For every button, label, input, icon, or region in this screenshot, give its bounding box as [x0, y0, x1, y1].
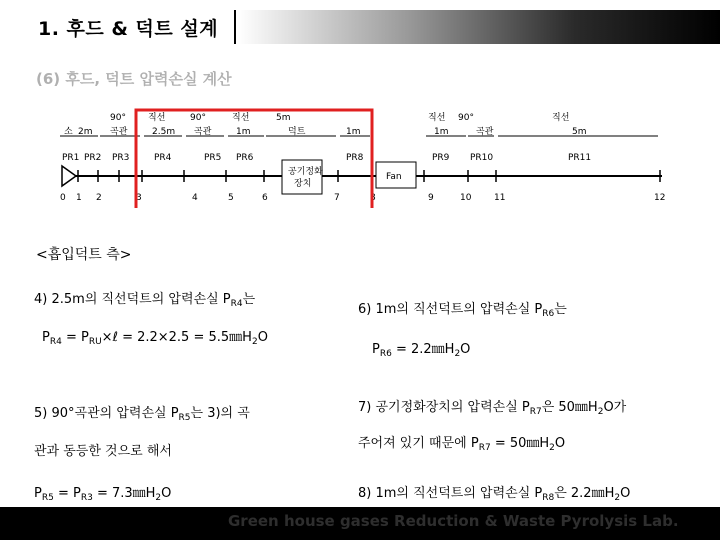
dim-label-10: 2m — [78, 127, 93, 137]
section-label: <흡입덕트 측> — [36, 247, 132, 263]
header-divider — [234, 10, 236, 44]
dim-label-11: 곡관 — [110, 127, 128, 137]
p5-eq: $P_{R5} = P_{R3}$ = $7.3㎜H_2O$ — [34, 486, 172, 503]
dim-label-1: 90° — [110, 113, 126, 123]
dim-label-7: 90° — [458, 113, 474, 123]
svg-text:PR5: PR5 — [204, 153, 222, 163]
footer-text: Green house gases Reduction & Waste Pyrolysis Lab. — [228, 512, 679, 530]
dim-label-2: 직선 — [148, 113, 166, 123]
dim-label-4: 직선 — [232, 113, 250, 123]
svg-text:PR3: PR3 — [112, 153, 130, 163]
svg-text:PR9: PR9 — [432, 153, 450, 163]
svg-text:10: 10 — [460, 193, 472, 203]
svg-text:12: 12 — [654, 193, 666, 203]
svg-text:9: 9 — [428, 193, 434, 203]
section-subtitle: (6) 후드, 덕트 압력손실 계산 — [36, 70, 232, 88]
p5-line: 5) 90°곡관의 압력손실 $P_{R5}$는 3)의 곡 — [34, 406, 250, 423]
dim-label-5: 5m — [276, 113, 291, 123]
dim-label-6: 직선 — [428, 113, 446, 123]
header-gradient-bar — [238, 10, 720, 44]
svg-text:PR1: PR1 — [62, 153, 80, 163]
svg-text:3: 3 — [136, 193, 142, 203]
svg-text:5: 5 — [228, 193, 234, 203]
p5-cont: 관과 동등한 것으로 해서 — [34, 444, 172, 459]
svg-text:6: 6 — [262, 193, 268, 203]
p8-line: 8) 1m의 직선덕트의 압력손실 $P_{R8}$은 $2.2㎜H_2O$ — [358, 486, 631, 503]
dim-label-15: 덕트 — [288, 127, 306, 137]
p7-line: 7) 공기정화장치의 압력손실 $P_{R7}$은 $50㎜H_2O$가 — [358, 400, 627, 417]
node-numbers — [60, 193, 665, 203]
svg-text:4: 4 — [192, 193, 198, 203]
dim-label-12: 2.5m — [152, 127, 176, 137]
air-cleaner-label: 공기정화 — [288, 167, 323, 177]
svg-text:PR2: PR2 — [84, 153, 102, 163]
dim-label-17: 1m — [434, 127, 449, 137]
svg-text:11: 11 — [494, 193, 506, 203]
pressure-labels — [62, 153, 591, 163]
dim-label-19: 5m — [572, 127, 587, 137]
dim-label-3: 90° — [190, 113, 206, 123]
p4-line: 4) 2.5m의 직선덕트의 압력손실 $P_{R4}$는 — [34, 292, 256, 309]
dim-label-8: 직선 — [552, 113, 570, 123]
svg-text:PR10: PR10 — [470, 153, 494, 163]
air-cleaner-label-2: 장치 — [294, 179, 312, 189]
svg-text:PR6: PR6 — [236, 153, 254, 163]
p7-cont: 주어져 있기 때문에 $P_{R7}$ = $50㎜H_2O$ — [358, 436, 566, 453]
svg-text:2: 2 — [96, 193, 102, 203]
hood-triangle — [62, 166, 76, 186]
p6-eq: $P_{R6}$ = $2.2㎜H_2O$ — [372, 342, 471, 359]
fan-label: Fan — [386, 172, 402, 182]
duct-diagram — [56, 108, 668, 208]
dim-label-18: 곡관 — [476, 127, 494, 137]
dim-label-16: 1m — [346, 127, 361, 137]
svg-text:PR4: PR4 — [154, 153, 172, 163]
svg-text:7: 7 — [334, 193, 340, 203]
svg-text:1: 1 — [76, 193, 82, 203]
dim-label-14: 1m — [236, 127, 251, 137]
page-title: 1. 후드 & 덕트 설계 — [38, 18, 219, 40]
svg-text:0: 0 — [60, 193, 66, 203]
p6-line: 6) 1m의 직선덕트의 압력손실 $P_{R6}$는 — [358, 302, 567, 319]
dim-label-9: 소 — [64, 127, 73, 137]
p4-eq: $P_{R4}$ = $P_{RU}\times\ell = 2.2\times 2.5$ = $5.5㎜H_2O$ — [42, 330, 268, 347]
svg-text:PR11: PR11 — [568, 153, 592, 163]
svg-text:8: 8 — [370, 193, 376, 203]
svg-text:PR8: PR8 — [346, 153, 364, 163]
dim-label-13: 곡관 — [194, 127, 212, 137]
